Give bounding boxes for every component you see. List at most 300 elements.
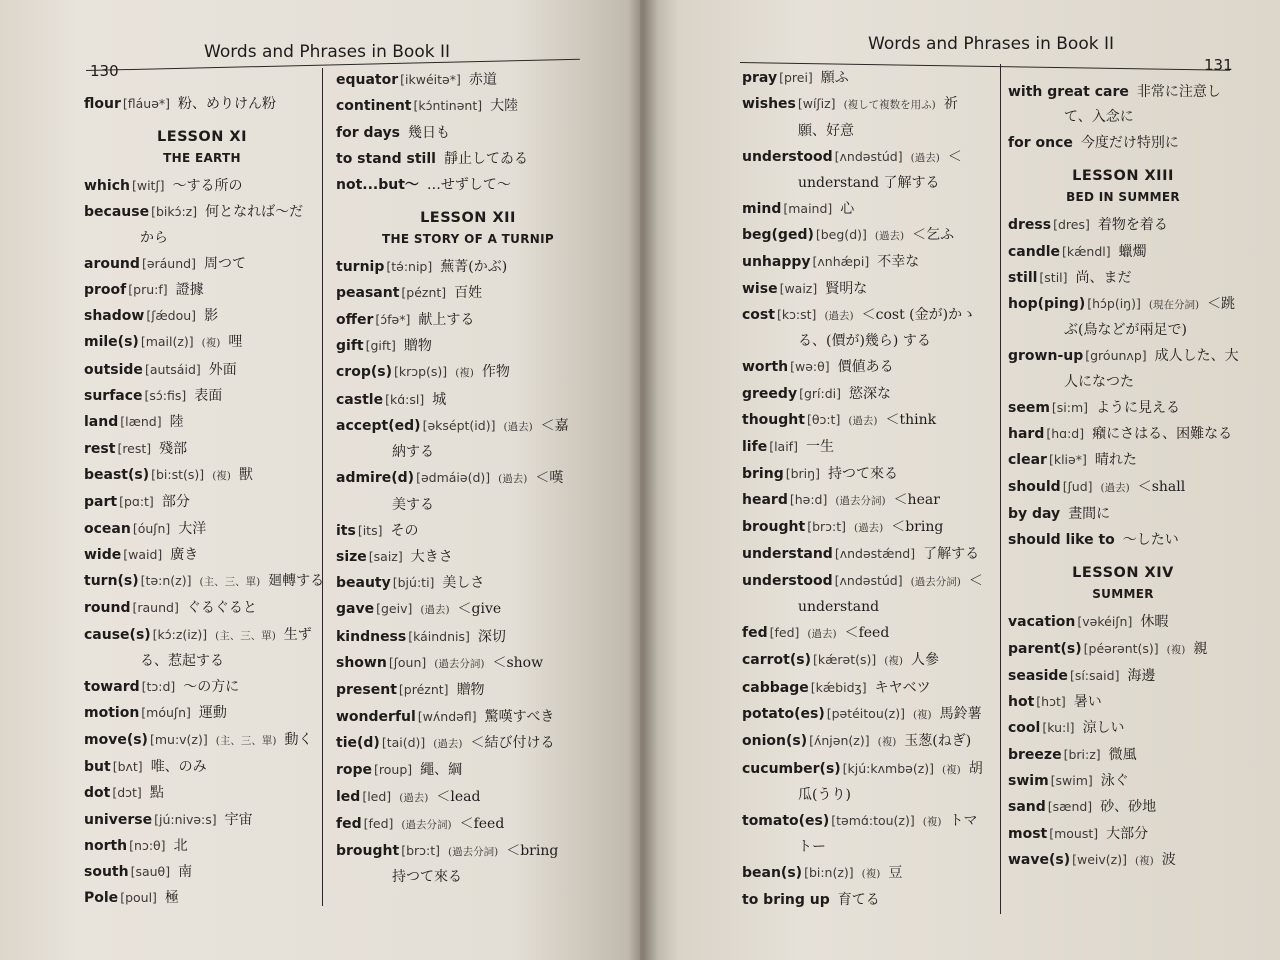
- pronunciation: [óuʃn]: [132, 520, 171, 536]
- vocab-entry: [1008, 822, 1238, 846]
- headword: toward: [84, 679, 140, 696]
- vocab-entry: [1008, 422, 1238, 446]
- pronunciation: [grí:di]: [799, 385, 841, 401]
- lesson-heading: LESSON XIII: [1072, 168, 1174, 185]
- right-column-1: [742, 66, 1004, 915]
- grammar-note: (複): [1166, 643, 1186, 656]
- vocab-entry: [742, 621, 1004, 646]
- japanese-gloss: 心: [840, 200, 855, 217]
- headword: its: [336, 522, 356, 539]
- japanese-gloss: ＜結び付ける: [470, 734, 555, 751]
- grammar-note: (過去分詞): [910, 575, 961, 588]
- pronunciation: [tə́:nip]: [386, 259, 433, 275]
- japanese-gloss: …せずして～: [426, 177, 511, 194]
- headword: cool: [1008, 720, 1041, 737]
- headword: turnip: [336, 259, 385, 276]
- vocab-entry: [84, 384, 320, 408]
- headword: admire(d): [336, 470, 415, 487]
- japanese-gloss: 尚、まだ: [1075, 269, 1132, 286]
- vocab-entry: [742, 435, 1004, 459]
- vocab-entry: [84, 252, 320, 276]
- pronunciation: [roup]: [374, 762, 413, 778]
- pronunciation: [káindnis]: [408, 628, 470, 644]
- vocab-entry: [742, 250, 1004, 274]
- pronunciation: [waid]: [123, 546, 163, 562]
- vocab-entry: [336, 519, 600, 543]
- pronunciation: [autsáid]: [144, 361, 201, 377]
- japanese-gloss: 點: [149, 785, 164, 802]
- page-number: 131: [1204, 56, 1233, 74]
- headword: candle: [1008, 243, 1061, 260]
- japanese-gloss: 繩、綱: [420, 762, 463, 779]
- vocab-entry: [336, 388, 600, 412]
- japanese-gloss: 廻轉する: [268, 573, 325, 590]
- headword: fed: [742, 625, 768, 642]
- running-header: Words and Phrases in Book II: [204, 42, 450, 62]
- vocab-entry: [84, 728, 320, 753]
- japanese-gloss: 何となれば～だ: [205, 204, 304, 221]
- vocab-entry: [336, 758, 600, 782]
- pronunciation: [kɔ́:z(iz)]: [152, 626, 208, 642]
- headword: vacation: [1008, 614, 1076, 631]
- japanese-gloss: 南: [178, 864, 193, 881]
- vocab-entry: [1008, 610, 1238, 634]
- japanese-gloss: ＜cost (金が)かゝ: [861, 307, 977, 324]
- pronunciation: [ʌndəstúd]: [834, 148, 903, 164]
- headword: beg(ged): [742, 227, 814, 244]
- japanese-gloss: 贈物: [403, 338, 432, 355]
- vocab-entry: [1008, 131, 1238, 155]
- pronunciation: [mu:v(z)]: [149, 731, 208, 747]
- headword: ocean: [84, 520, 131, 537]
- japanese-gloss: ＜think: [885, 411, 937, 428]
- headword: heard: [742, 491, 788, 508]
- grammar-note: (複): [884, 655, 903, 668]
- pronunciation: [geiv]: [376, 601, 413, 617]
- japanese-gloss: ＜feed: [844, 625, 890, 642]
- japanese-gloss: ＜show: [492, 655, 544, 672]
- vocab-entry: [1008, 743, 1238, 767]
- headword: greedy: [742, 385, 798, 402]
- vocab-entry: [1008, 475, 1238, 500]
- vocab-entry: [742, 197, 1004, 221]
- vocab-entry: [742, 223, 1004, 248]
- grammar-note: (過去分詞): [401, 818, 452, 831]
- vocab-entry: [1008, 240, 1238, 264]
- vocab-entry: [336, 466, 600, 491]
- pronunciation: [sí:said]: [1069, 667, 1120, 683]
- japanese-gloss: 百姓: [454, 285, 483, 302]
- lesson-title: SUMMER: [1092, 587, 1154, 602]
- headword: because: [84, 204, 150, 221]
- grammar-note: (複): [201, 337, 221, 350]
- grammar-note: (複): [942, 763, 961, 776]
- vocab-entry: [84, 490, 320, 514]
- headword: swim: [1008, 773, 1049, 790]
- headword: south: [84, 864, 129, 881]
- pronunciation: [nɔ:θ]: [129, 837, 166, 853]
- japanese-gloss: 非常に注意し: [1136, 84, 1221, 100]
- japanese-gloss: 哩: [228, 334, 243, 351]
- japanese-gloss: 蠟燭: [1118, 243, 1147, 260]
- headword: for days: [336, 124, 400, 141]
- headword: Pole: [84, 890, 119, 907]
- grammar-note: (複): [455, 367, 474, 380]
- gloss-continuation: る、惹起する: [140, 653, 224, 670]
- vocab-entry: [336, 173, 600, 197]
- grammar-note: (過去): [503, 420, 533, 433]
- pronunciation: [əksépt(id)]: [422, 417, 496, 433]
- pronunciation: [pətéitou(z)]: [826, 705, 905, 721]
- japanese-gloss: 砂、砂地: [1100, 799, 1157, 816]
- vocab-entry: [84, 174, 320, 198]
- headword: carrot(s): [742, 652, 811, 669]
- headword: hard: [1008, 426, 1045, 443]
- headword: gift: [336, 338, 364, 355]
- pronunciation: [raund]: [132, 600, 179, 616]
- vocab-entry: [84, 860, 320, 884]
- headword: shadow: [84, 308, 145, 325]
- pronunciation: [hɑ:d]: [1046, 426, 1085, 442]
- japanese-gloss: 外面: [208, 361, 237, 378]
- japanese-gloss: ぐるぐると: [186, 600, 257, 617]
- pronunciation: [mail(z)]: [140, 334, 194, 350]
- headword: cost: [742, 307, 775, 324]
- headword: castle: [336, 391, 384, 408]
- lesson-heading: LESSON XI: [157, 129, 247, 145]
- japanese-gloss: 動く: [284, 731, 313, 748]
- pronunciation: [dɔt]: [112, 785, 142, 801]
- vocab-entry: [336, 147, 600, 171]
- japanese-gloss: 生ず: [283, 626, 312, 643]
- grammar-note: (過去): [1100, 481, 1130, 494]
- headword: hop(ping): [1008, 296, 1086, 313]
- japanese-gloss: ＜give: [457, 601, 502, 618]
- right-column-2: [1008, 80, 1238, 875]
- headword: north: [84, 837, 128, 854]
- headword: with great care: [1008, 84, 1129, 100]
- pronunciation: [kǽbidʒ]: [810, 679, 867, 695]
- japanese-gloss: 赤道: [468, 72, 497, 88]
- japanese-gloss: ＜: [947, 148, 962, 165]
- headword: mind: [742, 200, 782, 217]
- vocab-entry: [742, 382, 1004, 406]
- japanese-gloss: ＜shall: [1137, 478, 1186, 495]
- headword: pray: [742, 70, 778, 86]
- japanese-gloss: 深切: [477, 628, 506, 645]
- vocab-entry: [84, 569, 325, 594]
- grammar-note: (複): [912, 708, 932, 721]
- japanese-gloss: 祈: [943, 96, 958, 113]
- headword: understand: [742, 546, 833, 563]
- headword: cucumber(s): [742, 760, 841, 777]
- headword: understood: [742, 572, 833, 589]
- japanese-gloss: 價値ある: [837, 359, 894, 376]
- japanese-gloss: 蕪菁(かぶ): [440, 259, 508, 276]
- gloss-continuation: 人になつた: [1064, 373, 1134, 390]
- headword: thought: [742, 411, 805, 428]
- pronunciation: [pɑ:t]: [119, 494, 154, 510]
- headword: seem: [1008, 399, 1050, 416]
- pronunciation: [wíʃiz]: [797, 96, 836, 112]
- headword: brought: [742, 519, 806, 536]
- pronunciation: [vəkéiʃn]: [1077, 614, 1133, 630]
- vocab-entry: [742, 462, 1004, 486]
- vocab-entry: [1008, 769, 1238, 793]
- japanese-gloss: ～したい: [1122, 532, 1179, 549]
- headword: wave(s): [1008, 851, 1071, 868]
- headword: potato(es): [742, 705, 825, 722]
- japanese-gloss: 晴れた: [1094, 452, 1137, 469]
- vocab-entry: [1008, 266, 1238, 290]
- vocab-entry: [84, 834, 320, 858]
- japanese-gloss: ＜feed: [459, 815, 505, 832]
- grammar-note: (複): [877, 736, 897, 749]
- headword: continent: [336, 98, 412, 115]
- japanese-gloss: 了解する: [923, 546, 980, 563]
- headword: cabbage: [742, 679, 809, 696]
- vocab-entry: [336, 839, 600, 864]
- japanese-gloss: 献上する: [418, 311, 475, 328]
- vocab-entry: [742, 861, 1004, 886]
- running-header: Words and Phrases in Book II: [868, 34, 1114, 54]
- pronunciation: [péərənt(s)]: [1083, 640, 1159, 656]
- headword: not...but～: [336, 177, 419, 194]
- page-number: 130: [90, 62, 119, 80]
- grammar-note: (過去): [420, 604, 450, 617]
- pronunciation: [kɔ:st]: [776, 307, 817, 323]
- vocab-entry: [742, 542, 1004, 566]
- headword: still: [1008, 269, 1038, 286]
- japanese-gloss: ＜hear: [893, 491, 940, 508]
- japanese-gloss: ように見える: [1096, 399, 1181, 416]
- pronunciation: [prei]: [779, 70, 813, 85]
- pronunciation: [tai(d)]: [381, 734, 426, 750]
- japanese-gloss: ＜嘆: [535, 470, 564, 487]
- japanese-gloss: ＜bring: [506, 843, 559, 860]
- japanese-gloss: 宇宙: [224, 811, 253, 828]
- japanese-gloss: 靜止してゐる: [443, 150, 528, 167]
- headword: seaside: [1008, 667, 1068, 684]
- gloss-continuation: understand: [798, 599, 880, 616]
- grammar-note: (複): [861, 868, 881, 881]
- vocab-entry: [336, 281, 600, 305]
- vocab-entry: [742, 729, 1004, 754]
- pronunciation: [sauθ]: [130, 864, 171, 880]
- japanese-gloss: 今度だけ特別に: [1080, 135, 1179, 152]
- vocab-entry: [742, 515, 1004, 540]
- vocab-entry: [336, 308, 600, 332]
- pronunciation: [kjú:kʌmbə(z)]: [842, 760, 935, 776]
- japanese-gloss: 周つて: [203, 255, 246, 272]
- vocab-entry: [336, 678, 600, 702]
- pronunciation: [fláuə*]: [122, 96, 171, 111]
- headword: most: [1008, 825, 1048, 842]
- japanese-gloss: 贈物: [456, 682, 485, 699]
- japanese-gloss: 大陸: [490, 98, 519, 115]
- pronunciation: [ʌnhǽpi]: [812, 254, 870, 270]
- vocab-entry: [84, 781, 320, 805]
- pronunciation: [laif]: [769, 439, 798, 455]
- pronunciation: [witʃ]: [131, 178, 165, 193]
- vocab-entry: [84, 92, 320, 116]
- headword: hot: [1008, 694, 1035, 711]
- japanese-gloss: 海邊: [1127, 667, 1156, 684]
- pronunciation: [hɔt]: [1036, 694, 1066, 710]
- headword: to stand still: [336, 150, 436, 167]
- headword: part: [84, 494, 118, 511]
- pronunciation: [pru:f]: [128, 281, 168, 297]
- vocab-entry: [84, 410, 320, 434]
- vocab-entry: [1008, 664, 1238, 688]
- japanese-gloss: 一生: [805, 439, 834, 456]
- vocab-entry: [84, 808, 320, 832]
- grammar-note: (過去): [824, 310, 854, 323]
- japanese-gloss: 大きさ: [410, 548, 453, 565]
- gloss-continuation: て、入念に: [1064, 109, 1134, 126]
- headword: by day: [1008, 505, 1061, 522]
- grammar-note: (複して複数を用ふ): [843, 99, 936, 112]
- japanese-gloss: 玉葱(ねぎ): [904, 733, 972, 750]
- vocab-entry: [336, 255, 600, 279]
- lesson-title: THE STORY OF A TURNIP: [382, 232, 554, 247]
- vocab-entry: [742, 355, 1004, 379]
- japanese-gloss: 運動: [198, 705, 227, 722]
- pronunciation: [kliə*]: [1048, 452, 1087, 468]
- pronunciation: [brɔ:t]: [401, 843, 441, 859]
- pronunciation: [led]: [362, 788, 392, 804]
- pronunciation: [kɔ́ntinənt]: [413, 98, 483, 114]
- headword: turn(s): [84, 573, 139, 590]
- gloss-continuation: 美する: [392, 496, 434, 513]
- right-page: [640, 0, 1280, 960]
- pronunciation: [wə:θ]: [790, 359, 830, 375]
- gloss-continuation: 願、好意: [798, 122, 854, 139]
- vocab-entry: [1008, 848, 1238, 873]
- vocab-entry: [1008, 80, 1238, 104]
- pronunciation: [sɔ́:fis]: [144, 388, 187, 404]
- column-divider: [322, 68, 323, 906]
- japanese-gloss: 願ふ: [820, 70, 849, 86]
- japanese-gloss: 殘部: [159, 440, 188, 457]
- vocab-entry: [336, 731, 600, 756]
- japanese-gloss: 胡: [968, 760, 983, 777]
- headword: tomato(es): [742, 812, 830, 829]
- headword: beast(s): [84, 466, 150, 483]
- japanese-gloss: キヤベツ: [874, 679, 931, 696]
- grammar-note: (過去): [848, 414, 878, 427]
- headword: grown-up: [1008, 348, 1084, 365]
- grammar-note: (過去分詞): [448, 846, 499, 859]
- japanese-gloss: 部分: [161, 494, 190, 511]
- headword: fed: [336, 815, 362, 832]
- vocab-entry: [742, 648, 1004, 673]
- pronunciation: [brɔ:t]: [807, 519, 847, 535]
- pronunciation: [rest]: [117, 440, 152, 456]
- pronunciation: [ʌndəstúd]: [834, 572, 903, 588]
- vocab-entry: [336, 651, 600, 676]
- vocab-entry: [84, 437, 320, 461]
- vocab-entry: [742, 569, 1004, 594]
- headword: wise: [742, 280, 778, 297]
- vocab-entry: [84, 543, 320, 567]
- pronunciation: [təmɑ́:tou(z)]: [831, 812, 915, 828]
- vocab-entry: [742, 888, 1004, 912]
- vocab-entry: [84, 330, 320, 355]
- pronunciation: [bi:n(z)]: [804, 865, 854, 881]
- japanese-gloss: トマ: [949, 812, 978, 829]
- japanese-gloss: 慾深な: [849, 385, 891, 402]
- pronunciation: [hɔ́p(iŋ)]: [1087, 296, 1141, 312]
- left-column-1: [84, 92, 325, 913]
- pronunciation: [tɔ:d]: [141, 679, 176, 695]
- pronunciation: [wʌ́ndəfl]: [417, 708, 477, 724]
- grammar-note: (複): [1135, 854, 1154, 867]
- vocab-entry: [336, 571, 600, 595]
- japanese-gloss: 人參: [910, 652, 939, 669]
- pronunciation: [ʃud]: [1062, 478, 1093, 494]
- lesson-title: THE EARTH: [163, 151, 241, 165]
- grammar-note: (主、三、單): [215, 629, 276, 642]
- vocab-entry: [84, 886, 320, 910]
- pronunciation: [bikɔ́:z]: [151, 204, 198, 220]
- vocab-entry: [336, 785, 600, 810]
- headword: but: [84, 758, 111, 775]
- grammar-note: (過去): [854, 522, 884, 535]
- japanese-gloss: 涼しい: [1082, 720, 1125, 737]
- pronunciation: [ʃǽdou]: [146, 308, 197, 324]
- lesson-heading: LESSON XIV: [1072, 565, 1174, 582]
- headword: for once: [1008, 135, 1073, 152]
- headword: dot: [84, 785, 111, 802]
- vocab-entry: [1008, 213, 1238, 237]
- vocab-entry: [336, 121, 600, 145]
- headword: shown: [336, 655, 387, 672]
- japanese-gloss: ＜跳: [1207, 296, 1236, 313]
- grammar-note: (過去): [498, 473, 528, 486]
- headword: around: [84, 255, 140, 272]
- japanese-gloss: 極: [164, 890, 179, 907]
- vocab-entry: [742, 303, 1004, 328]
- vocab-entry: [742, 488, 1004, 513]
- headword: brought: [336, 843, 400, 860]
- japanese-gloss: ＜: [968, 572, 983, 589]
- vocab-entry: [1008, 396, 1238, 420]
- vocab-entry: [1008, 502, 1238, 526]
- grammar-note: (複): [212, 469, 231, 482]
- vocab-entry: [742, 66, 1004, 90]
- vocab-entry: [742, 757, 1004, 782]
- lesson-title: BED IN SUMMER: [1066, 190, 1180, 205]
- japanese-gloss: 育てる: [837, 892, 880, 909]
- vocab-entry: [336, 68, 600, 92]
- pronunciation: [péznt]: [401, 285, 447, 301]
- headword: kindness: [336, 628, 407, 645]
- vocab-entry: [336, 625, 600, 649]
- headword: dress: [1008, 217, 1052, 234]
- headword: breeze: [1008, 746, 1062, 763]
- pronunciation: [bjú:ti]: [392, 575, 435, 591]
- vocab-entry: [742, 92, 1004, 117]
- vocab-entry: [336, 414, 600, 439]
- headword: wonderful: [336, 708, 416, 725]
- lesson-heading: LESSON XII: [420, 210, 516, 227]
- grammar-note: (過去): [910, 151, 940, 164]
- pronunciation: [bri:z]: [1063, 746, 1101, 762]
- pronunciation: [θɔ:t]: [806, 411, 841, 427]
- headword: size: [336, 548, 367, 565]
- headword: surface: [84, 388, 143, 405]
